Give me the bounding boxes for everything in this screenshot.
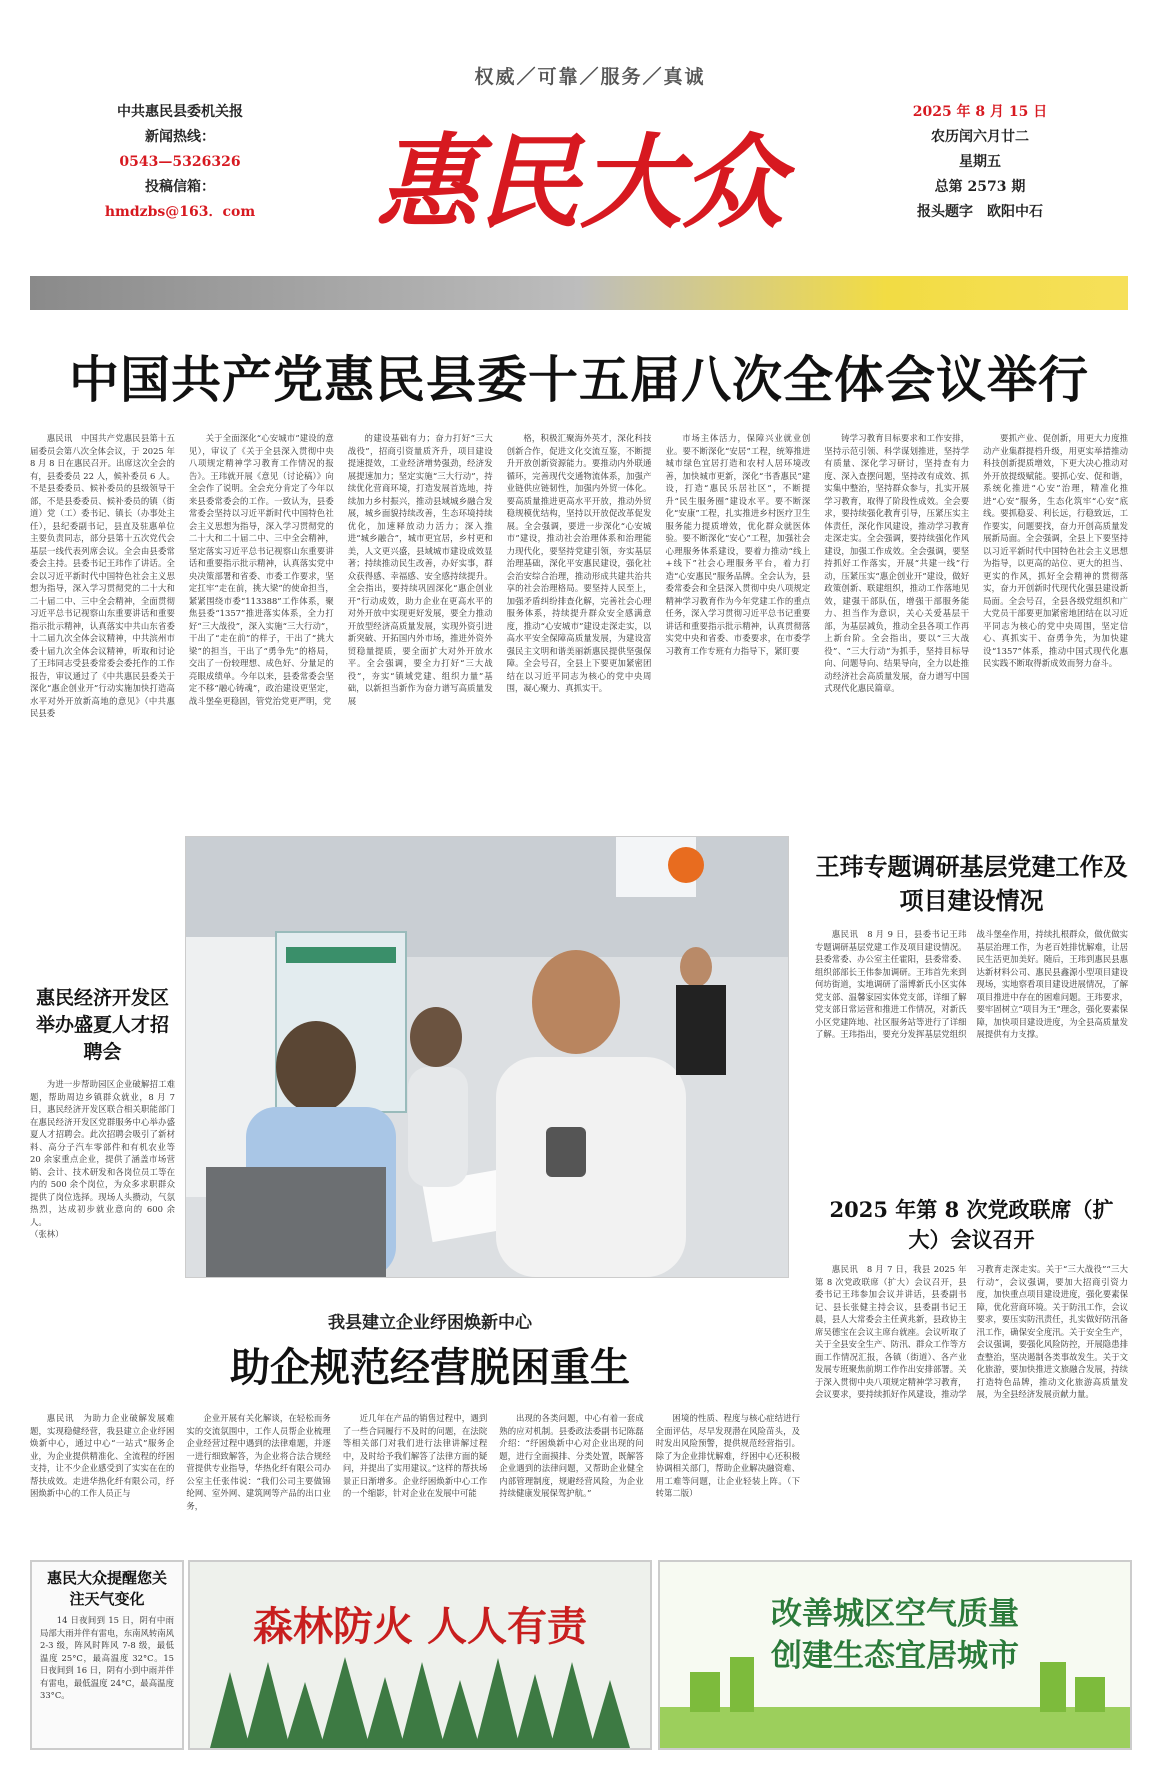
job-fair-photo [185, 836, 789, 1278]
left-info [80, 100, 280, 225]
lead-column: 关于全面深化“心安城市”建设的意见），审议了《关于全县深入贯彻中央八项规定精神学习教育工作情况的报告》。王玮就开展《意见（讨论稿）》向全会作了说明。全会充分肯定了今年以来县委常委会的工作。一致认为，县委常委会坚持以习近平新时代中国特色社会主义思想为指导，深入学习贯彻党的二十大和二十届二中、三中全会精神，坚定落实习近平总书记视察山东重要讲话和重要指示批示精神，认真落实党中央决策部署和省委、市委工作要求，坚定扛牢“走在前，挑大梁”的使命担当，紧紧围绕市委“113388”工作体系，聚焦县委“1357”推进落实体系，全力打好“三大战役”，深入实施“三大行动”，干出了“走在前”的样子，干出了“挑大梁”的担当，干出了“勇争先”的格局，交出了一份较理想、成色好、分量足的亮眼成绩单。今年以来，县委常委会坚定不移“融心铸魂”，政治建设更坚定，战斗堡垒更稳固，管党治党更严明，党 [188, 433, 334, 706]
lead-column: 要抓产业、促创新，用更大力度推动产业集群提档升级，用更实举措推动科技创新提质增效，下更大决心推动对外开放提级赋能。要抓心安、促和谐，系统化推进“心安”治理，精准化推进“心安”服务，生态化筑牢“心安”底线。要抓稳妥、利长远，行稳致远，工作要实，问题要找，奋力开创高质量发展新局面。全会强调，全县上下要坚持以习近平新时代中国特色社会主义思想为指导，以更高的站位、更大的担当、更实的作风，抓好全会精神的贯彻落实，奋力开创新时代现代化强县建设新局面。全会号召，全县各级党组织和广大党员干部要更加紧密地团结在以习近平同志为核心的党中央周围，坚定信心、真抓实干、奋勇争先，为加快建设“1357”体系，推动中国式现代化惠民实践不断取得新成效而努力奋斗。 [983, 433, 1129, 668]
hotline-label: 新闻热线： [145, 129, 215, 145]
lead-column: 的建设基础有力；奋力打好“三大战役”，招商引资量质齐升，项目建设提速提效，工业经济增势强劲，经济发展提速加力；坚定实施“三大行动”，持续优化营商环境，打造发展首选地，持续加力乡村振兴，推动县域城乡融合发展，城乡面貌持续改善，生态环境持续优化，加速释放动力活力；深入推进“城乡融合”，城市更宜居，乡村更和美，人文更兴盛，县域城市建设成效显著；持续推动民生改善，办好实事，群众获得感、幸福感、安全感持续提升。全会指出，要持续巩固深化“惠企创业开”行动成效，助力企业在更高水平的对外开放中实现更好发展，要全力推动开放型经济高质量发展，实现外资引进新突破、开拓国内外市场，推进外资外贸稳量提质，要全面扩大对外开放水平。全会强调，要全力打好“三大战役”，夯实“镇域党建、组织力量”基础，以新担当新作为奋力谱写高质量发展 [347, 433, 493, 706]
issue-date: 2025 年 8 月 15 日 [912, 104, 1048, 120]
calligraphy-credit: 报头题字 欧阳中石 [917, 204, 1043, 220]
org-name: 中共惠民县委机关报 [117, 104, 243, 120]
lead-column: 格，积极汇聚海外英才，深化科技创新合作，促进文化交流互鉴，不断提升开放创新资源能力。要推动内外联通循环，完善现代交通物流体系，加强产业链供应链韧性，加强内外贸一体化。要高质量推进更高水平开放，推动外贸稳规模优结构，坚持以开放促改革促发展。全会强调，要进一步深化“心安城市”建设，推动社会治理体系和治理能力现代化，要坚持党建引领，夯实基层治理基础，深化平安惠民建设，强化社会治安综合治理，推动形成共建共治共享的社会治理格局。要坚持人民至上，加强矛盾纠纷排查化解，完善社会心理服务体系，持续提升群众安全感满意度，推动“心安城市”建设走深走实，以高水平安全保障高质量发展，为建设富强民主文明和谐美丽新惠民提供坚强保障。全会号召，全县上下要更加紧密团结在以习近平同志为核心的党中央周围，凝心聚力、真抓实干。 [506, 433, 652, 693]
right-story-2-cols [815, 1263, 1128, 1538]
header-band [30, 276, 1128, 310]
bottom-column: 出现的各类问题，中心有着一套成熟的应对机制。县委政法委副书记陈磊介绍：“纾困焕新中心对企业出现的问题，进行全面摸排、分类处置，既解答企业遇到的法律问题，又帮助企业健全内部管理制度，规避经营风险，为企业持续健康发展保驾护航。” [499, 1413, 644, 1498]
masthead-logo [360, 100, 800, 250]
lead-column: 铸学习教育目标要求和工作安排，坚持示范引领、科学谋划推进，坚持学有质量、深化学习研讨，坚持查有力度、深入查摆问题，坚持改有成效、抓实集中整治，坚持群众参与，扎实开展学习教育，取得了阶段性成效。全会要求，要持续强化教育引导，压紧压实主体责任，深化作风建设，推动学习教育走深走实。全会强调，要持续强化作风建设，加强工作成效。全会强调，要坚持抓好工作落实，开展“共建一线”行动，压紧压实“惠企创业开”建设，做好政策创新、联建组织，推动工作落地见效，建强干部队伍，增强干部服务能力、担当作为意识，关心关爱基层干部，为基层减负，推动全县各项工作再上新台阶。全会指出，要以“三大战役”、“三大行动”为抓手，坚持目标导向、问题导向、结果导向，全力以赴推动经济社会高质量发展，奋力谱写中国式现代化惠民篇章。 [824, 433, 970, 693]
right-story-1-cols [815, 928, 1128, 1183]
lunar-date: 农历闰六月廿二 [931, 129, 1029, 145]
bottom-story-columns [30, 1412, 800, 1552]
bottom-story-title: 助企规范经营脱困重生 [230, 1344, 630, 1391]
forest-fire-ad [188, 1560, 652, 1750]
bottom-column: 困境的性质、程度与核心症结进行全面评估，尽早发现潜在风险苗头，及时发出风险预警，提供规范经营指引。除了为企业排忧解难，纾困中心还积极协调相关部门，帮助企业解决融资难、用工难等问题，让企业轻装上阵。（下转第二版） [655, 1413, 801, 1498]
email-label: 投稿信箱： [145, 179, 215, 195]
left-story-title: 惠民经济开发区举办盛夏人才招聘会 [35, 987, 169, 1063]
weekday: 星期五 [959, 154, 1001, 170]
air-quality-line2: 创建生态宜居城市 [771, 1638, 1019, 1674]
email-address: hmdzbs@163．com [104, 204, 256, 220]
right-story-1 [815, 850, 1128, 1183]
bottom-column: 企业开展有关化解谈，在轻松而务实的交流氛围中，工作人员帮企业梳理企业经营过程中遇到的法律难题，并逐一进行细致解答，为企业将合法合规经营提供专业指导，华热化纤有限公司办公室主任张伟说：“我们公司主要做锦纶网、室外网、建筑网等产品的出口业务， [186, 1413, 331, 1511]
air-quality-line1: 改善城区空气质量 [771, 1596, 1019, 1632]
right-story-2 [815, 1195, 1128, 1538]
left-story-author: （张林） [30, 1229, 64, 1239]
lead-column: 市场主体活力，保障兴业就业创业。要不断深化“安居”工程，统筹推进城市绿色宜居打造和农村人居环境改善，加快城市更新，深化“书香惠民”建设，打造“惠民乐居社区”，不断提升“民生服务圈”建设水平。要不断深化“安康”工程，扎实推进乡村医疗卫生服务能力提质增效，优化群众就医体验。要不断深化“安心”工程，加强社会心理服务体系建设，要着力推动“线上+线下”社会心理服务平台，着力打造“心安惠民”服务品牌。全会认为，县委常委会和全县深入贯彻中央八项规定精神学习教育作为今年党建工作的重点任务，深入学习贯彻习近平总书记重要讲话和重要指示批示精神，认真贯彻落实党中央和省委、市委要求，在市委学习教育工作专班有力指导下，紧盯要 [665, 433, 811, 656]
right-info [880, 100, 1080, 225]
weather-body: 14 日夜间到 15 日，阴有中雨局部大雨并伴有雷电，东南风转南风 2-3 级，阵风时阵风 7-8 级，最低温度 25°C，最高温度 32°C。15 日夜间到 16 日，阴有小到中雨并伴有雷电，最低温度 24°C，最高温度 33°C。 [40, 1615, 174, 1700]
hotline-number: 0543—5326326 [119, 154, 241, 170]
lead-column: 惠民讯 中国共产党惠民县第十五届委员会第八次全体会议，于 2025 年 8 月 8 日在惠民召开。出席这次全会的有，县委委员 22 人，候补委员 6 人。不是县委委员、候补委员的县级领导干部，不是县委委员、候补委员的镇（街道）党（工）委书记、镇长（办事处主任），县纪委副书记，县直及驻惠单位主要负责同志，部分县第十五次党代会基层一线代表列席会议。全会由县委常委会主持。县委书记王玮作了讲话。全会以习近平新时代中国特色社会主义思想为指导，深入学习贯彻党的二十大和二十届二中、三中全会精神，全面贯彻习近平总书记视察山东重要讲话和重要指示批示精神，认真落实中共山东省委十二届九次全体会议精神，中共滨州市委十届九次全体会议精神，听取和讨论了王玮同志受县委常委会委托作的工作报告，审议通过了《中共惠民县委关于深化“惠企创业开”行动实施加快打造高水平对外开放新高地的意见》（中共惠民县委 [30, 433, 175, 718]
masthead-title: 惠民大众 [376, 123, 784, 243]
lead-columns [30, 432, 1128, 806]
right-story-2-title: 2025 年第 8 次党政联席（扩大）会议召开 [829, 1197, 1114, 1252]
bottom-column: 近几年在产品的销售过程中，遇到了一些合同履行不及时的问题，在法院等相关部门对我们进行法律讲解过程中，及时给予我们解答了法律方面的疑问，并提出了实用建议。”这样的帮扶场景正日渐增多。企业纾困焕新中心工作的一个缩影，针对企业在发展中可能 [342, 1413, 488, 1498]
right-story-1-body: 惠民讯 8 月 9 日，县委书记王玮专题调研基层党建工作及项目建设情况。县委常委、办公室主任霍阳，县委常委、组织部部长王伟参加调研。王玮首先来到何坊街道，实地调研了淄博新氏小区实体党支部、温馨家园实体党支部，详细了解党支部日常运营和推进工作情况，对新氏小区党建阵地、社区服务站等进行了详细了解。王玮指出，要充分发挥基层党组织战斗堡垒作用，持续扎根群众，做优做实基层治理工作，为老百姓排忧解难，让居民生活更加美好。随后，王玮到惠民县惠达新材料公司、惠民县鑫源小型项目建设现场，实地察看项目建设进展情况，了解项目推进中存在的困难问题。王玮要求，要牢固树立“项目为王”理念，强化要素保障，加快项目建设进度，为全县高质量发展提供有力支撑。 [815, 929, 1128, 1039]
lead-headline: 中国共产党惠民县委十五届八次全体会议举行 [69, 351, 1089, 409]
slogan: 权威／可靠／服务／真诚 [474, 66, 706, 88]
right-story-2-body: 惠民讯 8 月 7 日，我县 2025 年第 8 次党政联席（扩大）会议召开，县委书记王玮参加会议并讲话，县委副书记、县长张健主持会议，县委副书记王晨，县人大常委会主任黄兆新，县政协主席吴德宝在会议主席台就座。会议听取了关于全县安全生产、防汛、群众工作等方面工作情况汇报，各镇（街道）、各产业发展专班聚焦前期工作作出安排部署。关于深入贯彻中央八项规定精神学习教育，会议要求，要持续抓好作风建设，推动学习教育走深走实。关于“三大战役”“三大行动”，会议强调，要加大招商引资力度，加快重点项目建设进度，强化要素保障，优化营商环境。关于防汛工作，会议要求，要压实防汛责任，扎实做好防汛备汛工作，确保安全度汛。关于安全生产，会议强调，要强化风险防控，开展隐患排查整治，坚决遏制各类事故发生。关于文化旅游，要加快推进文旅融合发展，持续打造特色品牌，推动文化旅游高质量发展，为全县经济发展贡献力量。 [815, 1264, 1128, 1399]
left-story-body: 为进一步帮助园区企业破解招工难题，帮助周边乡镇群众就业，8 月 7 日，惠民经济开发区联合相关职能部门在惠民经济开发区党群服务中心举办盛夏人才招聘会。此次招聘会吸引了新材料、高分子汽车零部件和有机农业等 20 余家重点企业，提供了涵盖市场营销、会计、技术研发和各岗位员工等在内的 500 余个岗位，为众多求职群众提供了岗位选择。现场人头攒动，气氛热烈，达成初步就业意向的 600 余人。 [30, 1079, 175, 1227]
forest-fire-ad-text: 森林防火 人人有责 [253, 1604, 587, 1650]
issue-number: 总第 2573 期 [934, 179, 1026, 195]
bottom-column: 惠民讯 为助力企业破解发展难题，实现稳健经营，我县建立企业纾困焕新中心，通过中心“一站式”服务企业，为企业提供精准化、全流程的纾困支持，让不少企业感受到了实实在在的帮扶成效。走进华热化纤有限公司，纾困焕新中心的工作人员正与 [30, 1413, 175, 1498]
right-story-1-title: 王玮专题调研基层党建工作及项目建设情况 [815, 852, 1128, 915]
left-story [30, 985, 175, 1241]
air-quality-ad [658, 1560, 1132, 1750]
bottom-story-subtitle: 我县建立企业纾困焕新中心 [328, 1313, 532, 1333]
weather-box [30, 1560, 184, 1750]
weather-title: 惠民大众提醒您关注天气变化 [46, 1569, 167, 1608]
